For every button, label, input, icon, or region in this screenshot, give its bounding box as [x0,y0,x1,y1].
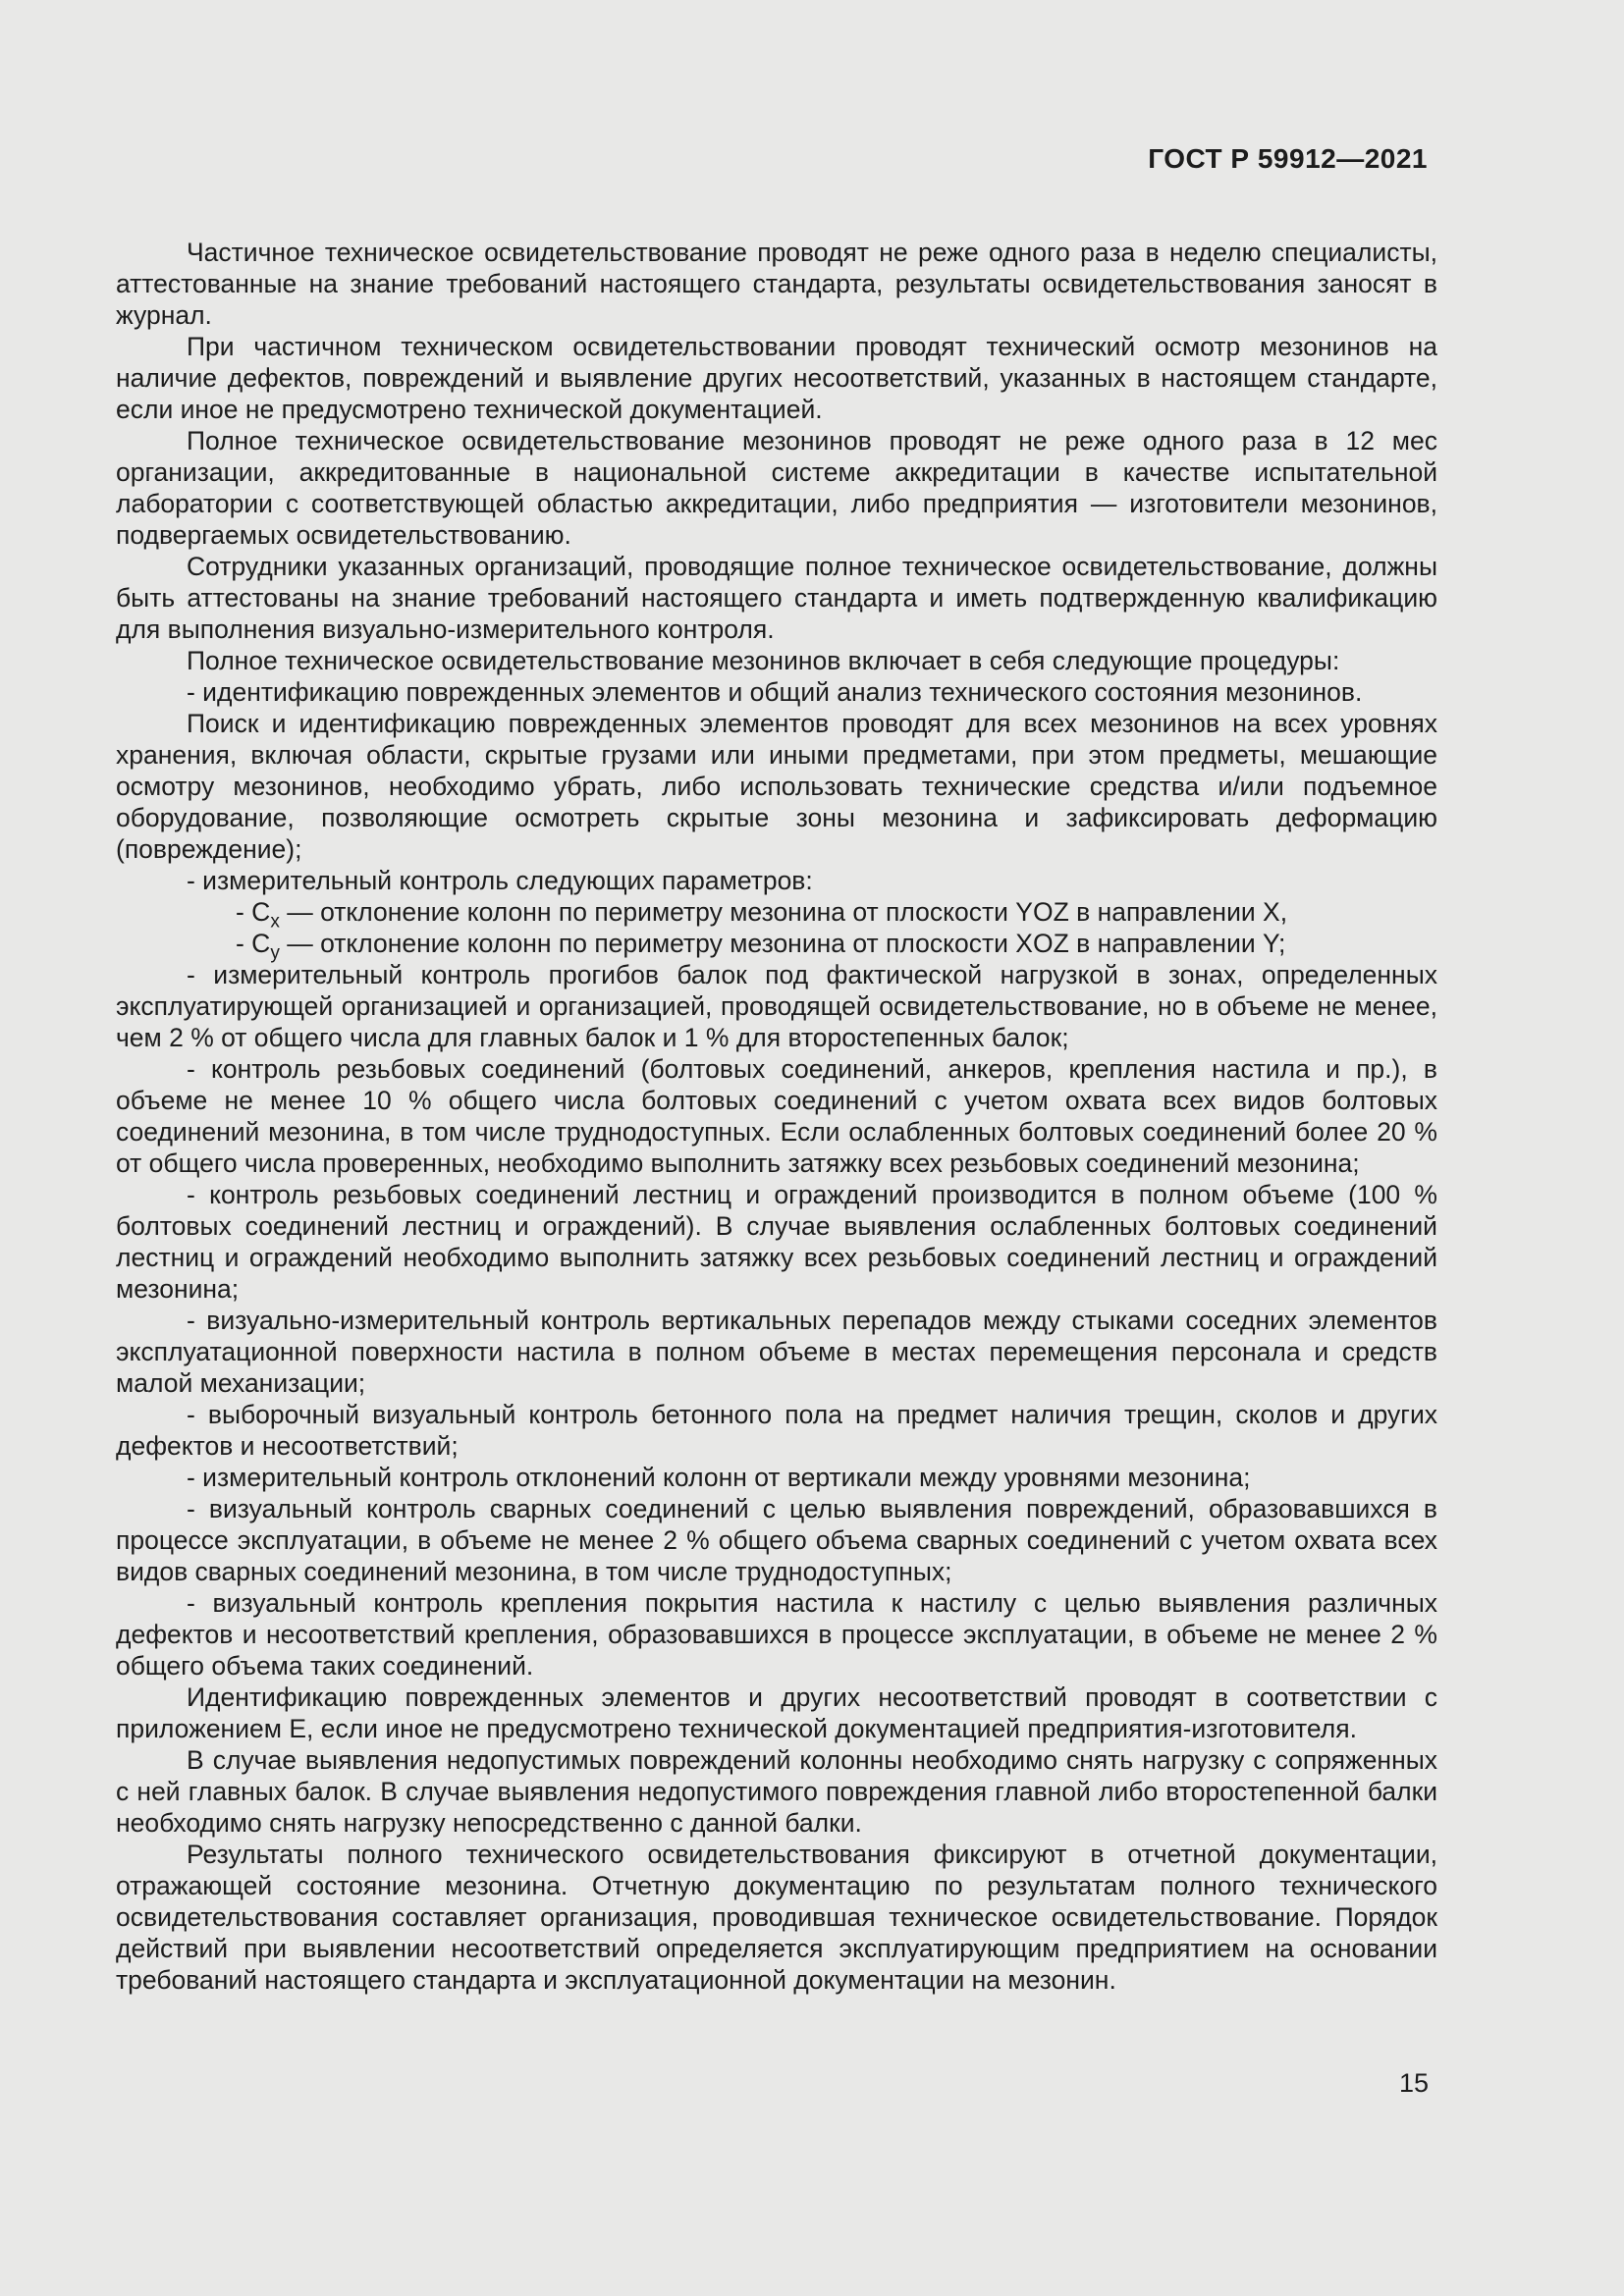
list-item-paragraph: - контроль резьбовых соединений (болтовых соединений, анкеров, крепления настила и пр.), в объеме не менее 10 % общего числа болтовых соединений с учетом охвата всех видов болтовых соединений мезонина, в том числе труднодоступных. Если ослабленных болтовых соединений более 20 % от общего числа проверенных, необходимо выполнить затяжку всех резьбовых соединений мезонина; [116,1054,1437,1178]
formula-subscript: x [270,911,280,933]
body-paragraph: Поиск и идентификацию поврежденных элементов проводят для всех мезонинов на всех уровнях хранения, включая области, скрытые грузами или иными предметами, при этом предметы, мешающие осмотру мезонинов, необходимо убрать, либо использовать технические средства и/или подъемное оборудование, позволяющие осмотреть скрытые зоны мезонина и зафиксировать деформацию (повреждение); [116,709,1437,864]
formula-text: — отклонение колонн по периметру мезонина от плоскости YOZ в направлении X, [279,897,1288,927]
body-paragraph: В случае выявления недопустимых повреждений колонны необходимо снять нагрузку с сопряженных с ней главных балок. В случае выявления недопустимого повреждения главной либо второстепенной балки необходимо снять нагрузку непосредственно с данной балки. [116,1745,1437,1838]
formula-subscript: y [270,942,280,964]
body-paragraph: Полное техническое освидетельствование мезонинов включает в себя следующие процедуры: [187,646,1340,675]
list-item-paragraph: - выборочный визуальный контроль бетонного пола на предмет наличия трещин, сколов и других дефектов и несоответствий; [116,1400,1437,1461]
list-item-paragraph: - измерительный контроль следующих параметров: [187,866,813,895]
body-paragraph: Сотрудники указанных организаций, проводящие полное техническое освидетельствование, должны быть аттестованы на знание требований настоящего стандарта и иметь подтвержденную квалификацию для выполнения визуально-измерительного контроля. [116,552,1437,644]
formula-text: — отклонение колонн по периметру мезонина от плоскости XOZ в направлении Y; [279,929,1286,958]
body-paragraph: Полное техническое освидетельствование мезонинов проводят не реже одного раза в 12 мес организации, аккредитованные в национальной системе аккредитации в качестве испытательной лаборатории с соответствующей областью аккредитации, либо предприятия — изготовители мезонинов, подвергаемых освидетельствованию. [116,426,1437,550]
formula-paragraph-cx [116,896,1437,933]
list-item-paragraph: - измерительный контроль отклонений колонн от вертикали между уровнями мезонина; [187,1463,1251,1492]
list-item-paragraph: - визуальный контроль сварных соединений с целью выявления повреждений, образовавшихся в процессе эксплуатации, в объеме не менее 2 % общего объема сварных соединений с учетом охвата всех видов сварных соединений мезонина, в том числе труднодоступных; [116,1494,1437,1586]
list-item-paragraph: - контроль резьбовых соединений лестниц и ограждений производится в полном объеме (100 % болтовых соединений лестниц и ограждений). В случае выявления ослабленных болтовых соединений лестниц и ограждений необходимо выполнить затяжку всех резьбовых соединений лестниц и ограждений мезонина; [116,1180,1437,1304]
body-paragraph: Результаты полного технического освидетельствования фиксируют в отчетной документации, отражающей состояние мезонина. Отчетную документацию по результатам полного технического освидетельствования составляет организация, проводившая техническое освидетельствование. Порядок действий при выявлении несоответствий определяется эксплуатирующим предприятием на основании требований настоящего стандарта и эксплуатационной документации на мезонин. [116,1840,1437,1995]
formula-prefix: - C [236,897,271,927]
body-paragraph: Частичное техническое освидетельствование проводят не реже одного раза в неделю специалисты, аттестованные на знание требований настоящего стандарта, результаты освидетельствования заносят в журнал. [116,238,1437,330]
list-item-paragraph: - визуально-измерительный контроль вертикальных перепадов между стыками соседних элементов эксплуатационной поверхности настила в полном объеме в местах перемещения персонала и средств малой механизации; [116,1306,1437,1398]
body-paragraph: Идентификацию поврежденных элементов и других несоответствий проводят в соответствии с приложением Е, если иное не предусмотрено технической документацией предприятия-изготовителя. [116,1682,1437,1743]
formula-prefix: - C [236,929,271,958]
body-paragraph: При частичном техническом освидетельствовании проводят технический осмотр мезонинов на наличие дефектов, повреждений и выявление других несоответствий, указанных в настоящем стандарте, если иное не предусмотрено технической документацией. [116,332,1437,424]
standard-code-header: ГОСТ Р 59912—2021 [1148,143,1428,174]
formula-paragraph-cy [116,928,1437,964]
list-item-paragraph: - визуальный контроль крепления покрытия настила к настилу с целью выявления различных дефектов и несоответствий крепления, образовавшихся в процессе эксплуатации, в объеме не менее 2 % общего объема таких соединений. [116,1588,1437,1681]
list-item-paragraph: - измерительный контроль прогибов балок под фактической нагрузкой в зонах, определенных эксплуатирующей организацией и организацией, проводящей освидетельствование, но в объеме не менее, чем 2 % от общего числа для главных балок и 1 % для второстепенных балок; [116,960,1437,1052]
page-number: 15 [1398,2068,1429,2098]
document-body [116,237,1437,1996]
list-item-paragraph: - идентификацию поврежденных элементов и общий анализ технического состояния мезонинов. [187,677,1363,707]
